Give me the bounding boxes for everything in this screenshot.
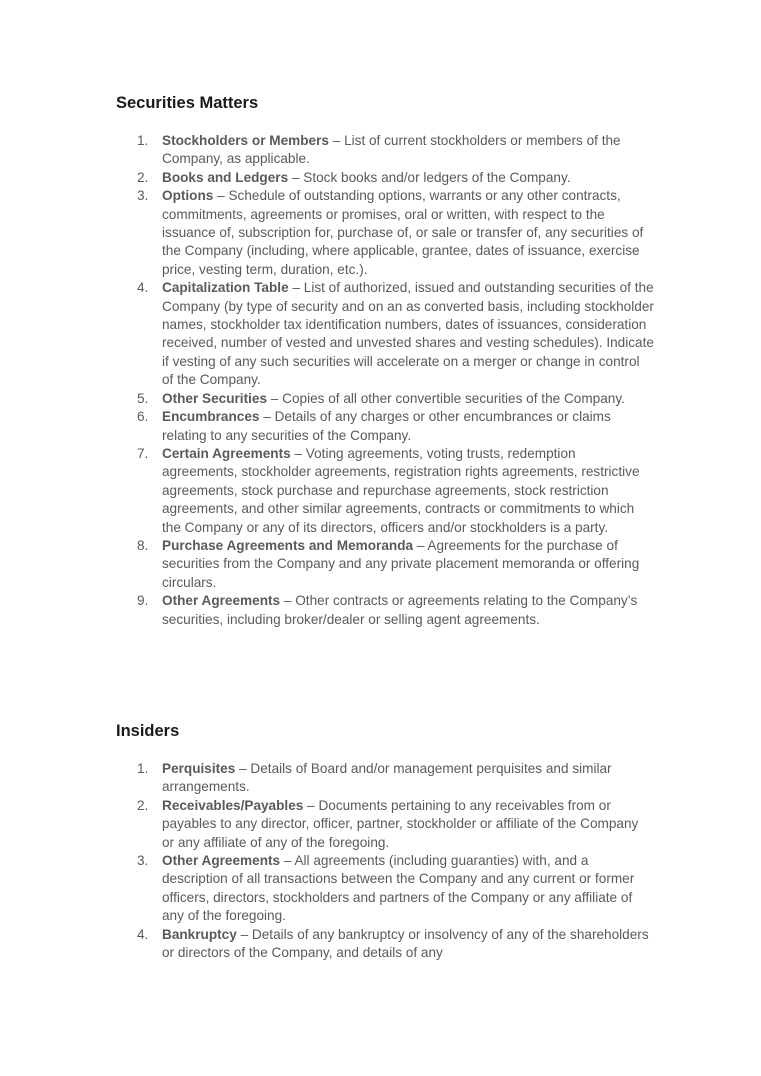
- item-description: – Details of any bankruptcy or insolvency of any of the shareholders or directors of the Company, and details of any: [162, 926, 649, 961]
- list-item: [0, 537, 761, 592]
- item-term: Other Agreements: [162, 593, 281, 609]
- item-body: [162, 852, 654, 926]
- list-item: [0, 445, 761, 537]
- item-body: [162, 537, 654, 592]
- securities-matters-list: [0, 132, 761, 629]
- item-description: – Other contracts or agreements relating to the Company’s securities, including broker/dealer or selling agent agreements.: [162, 593, 638, 627]
- list-item: [0, 408, 761, 445]
- list-item: [0, 132, 761, 169]
- section-heading-insiders: Insiders: [116, 722, 180, 740]
- item-description: – List of current stockholders or members of the Company, as applicable.: [162, 133, 621, 167]
- list-item: [0, 169, 761, 187]
- item-number: 7.: [137, 445, 149, 461]
- list-item: [0, 926, 761, 963]
- item-description: – Copies of all other convertible securities of the Company.: [267, 390, 625, 406]
- item-description: – Details of Board and/or management perquisites and similar arrangements.: [162, 761, 612, 795]
- item-number: 6.: [137, 409, 149, 425]
- item-number: 9.: [137, 593, 149, 609]
- item-description: – Agreements for the purchase of securities from the Company and any private placement memoranda or offering circulars.: [162, 537, 640, 590]
- item-description: – Documents pertaining to any receivables from or payables to any director, officer, partner, stockholder or affiliate of the Company or any affiliate of any of the foregoing.: [162, 797, 639, 850]
- item-term: Bankruptcy: [162, 926, 237, 942]
- item-number: 3.: [137, 188, 149, 204]
- item-number: 1.: [137, 761, 149, 776]
- item-description: – Stock books and/or ledgers of the Company.: [288, 169, 571, 185]
- list-item: [0, 390, 761, 408]
- item-body: [162, 169, 654, 187]
- list-item: [0, 797, 761, 852]
- item-term: Stockholders or Members: [162, 133, 329, 148]
- item-body: [162, 445, 654, 537]
- item-term: Certain Agreements: [162, 445, 291, 461]
- item-term: Receivables/Payables: [162, 797, 304, 813]
- item-term: Other Securities: [162, 390, 268, 406]
- item-body: [162, 592, 654, 629]
- item-body: [162, 408, 654, 445]
- section-heading-securities-matters: Securities Matters: [116, 94, 259, 112]
- item-body: [162, 390, 654, 408]
- item-term: Purchase Agreements and Memoranda: [162, 537, 414, 553]
- item-body: [162, 926, 654, 963]
- item-term: Perquisites: [162, 761, 236, 776]
- item-number: 3.: [137, 853, 149, 869]
- item-number: 2.: [137, 797, 149, 813]
- item-term: Books and Ledgers: [162, 169, 289, 185]
- item-term: Options: [162, 188, 214, 204]
- item-description: – Schedule of outstanding options, warrants or any other contracts, commitments, agreements or promises, oral or written, with respect to the issuance of, subscription for, purchase of, or sale or transfer of, any securities of the Company (including, where applicable, grantee, dates of issuance, exercise price, vesting term, duration, etc.).: [162, 188, 644, 277]
- item-body: [162, 132, 654, 169]
- item-body: [162, 797, 654, 852]
- item-body: [162, 187, 654, 279]
- list-item: [0, 852, 761, 926]
- item-number: 8.: [137, 537, 149, 553]
- item-description: – All agreements (including guaranties) with, and a description of all transactions between the Company and any current or former officers, directors, stockholders and partners of the Company or any affiliate of any of the foregoing.: [162, 853, 635, 924]
- list-item: [0, 592, 761, 629]
- item-term: Other Agreements: [162, 853, 281, 869]
- list-item: [0, 760, 761, 797]
- insiders-list: [0, 760, 761, 962]
- item-number: 4.: [137, 926, 149, 942]
- item-description: – List of authorized, issued and outstanding securities of the Company (by type of security and on an as converted basis, including stockholder names, stockholder tax identification numbers, dates of issuances, consideration received, number of vested and unvested shares and vesting schedules). Indicate if vesting of any such securities will accelerate on a merger or change in control of the Company.: [162, 280, 654, 388]
- item-term: Capitalization Table: [162, 280, 289, 296]
- item-body: [162, 760, 654, 797]
- list-item: [0, 187, 761, 279]
- list-item: [0, 279, 761, 389]
- item-description: – Details of any charges or other encumbrances or claims relating to any securities of the Company.: [162, 409, 611, 443]
- item-term: Encumbrances: [162, 409, 260, 425]
- item-number: 4.: [137, 280, 149, 296]
- item-number: 1.: [137, 133, 149, 148]
- item-number: 5.: [137, 390, 149, 406]
- item-number: 2.: [137, 169, 149, 185]
- item-body: [162, 279, 654, 389]
- item-description: – Voting agreements, voting trusts, redemption agreements, stockholder agreements, registration rights agreements, restrictive agreements, stock purchase and repurchase agreements, stock restriction agreements, and other similar agreements, contracts or commitments to which the Company or any of its directors, officers and/or stockholders is a party.: [162, 445, 640, 535]
